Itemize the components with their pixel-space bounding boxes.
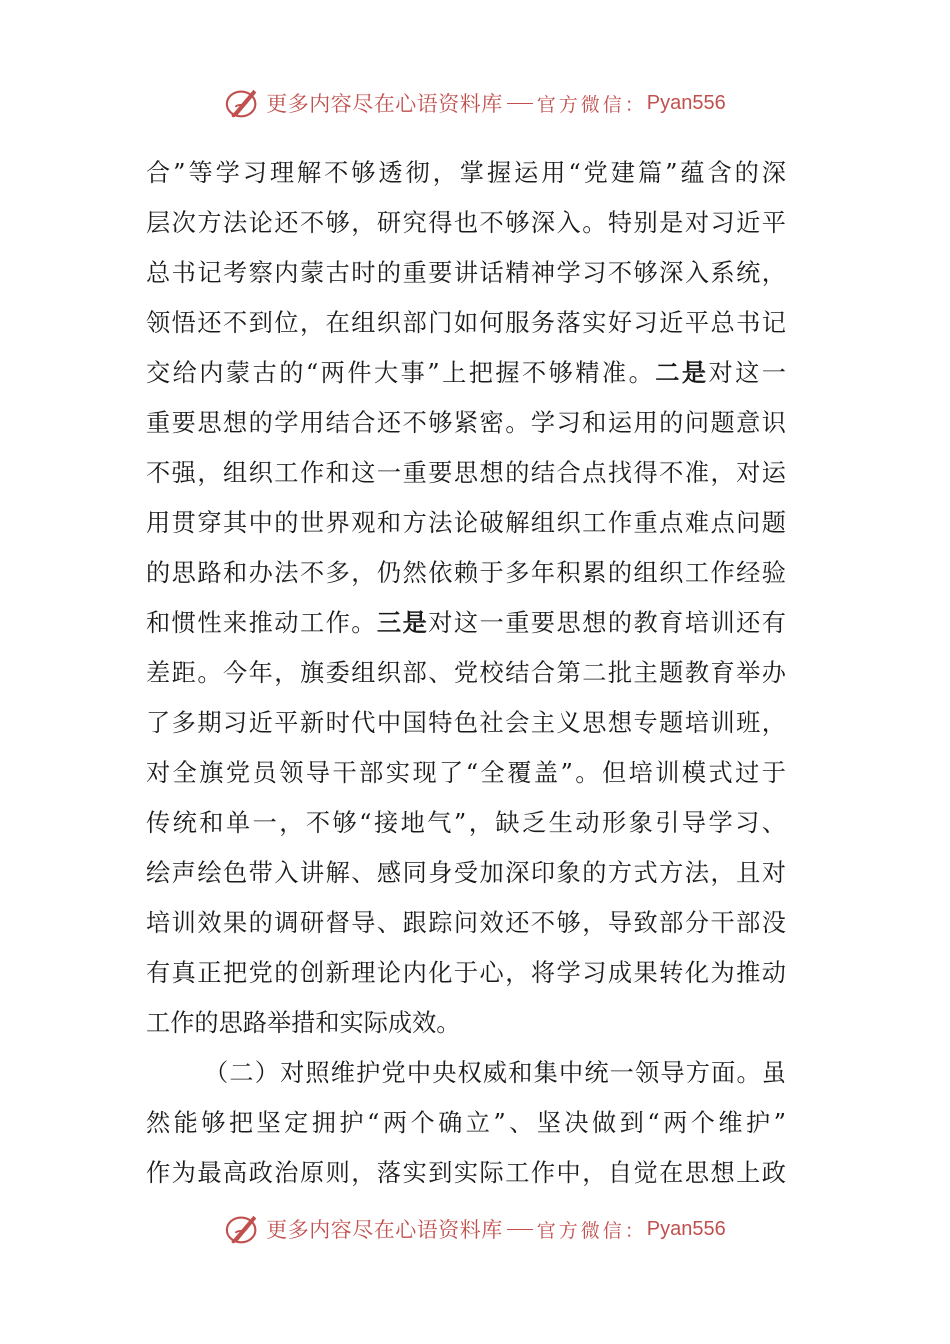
watermark-text: 更多内容尽在心语资料库 [266, 1218, 503, 1242]
quill-logo-icon [224, 84, 262, 122]
bold-marker: 三是 [376, 608, 429, 637]
text-line: （二）对照维护党中央权威和集中统一领导方面。虽 [204, 1059, 788, 1087]
text-line: 层次方法论还不够，研究得也不够深入。特别是对习近平 [146, 209, 788, 237]
watermark-text: 更多内容尽在心语资料库 [266, 92, 503, 116]
watermark-dash [507, 103, 533, 104]
text-line [146, 348, 789, 398]
bold-marker: 二是 [655, 358, 709, 387]
text-line: 绘声绘色带入讲解、感同身受加深印象的方式方法，且对 [146, 859, 788, 887]
line-part: 和惯性来推动工作。三是对这一重要思想的教育培训还有 [146, 608, 788, 637]
text-line: 培训效果的调研督导、跟踪问效还不够，导致部分干部没 [146, 909, 788, 937]
watermark-banner-top [0, 83, 950, 123]
watermark-id: Pyan556 [646, 1217, 726, 1240]
text-line: 工作的思路举措和实际成效。 [146, 1009, 461, 1037]
text-line: 有真正把党的创新理论内化于心，将学习成果转化为推动 [146, 959, 788, 987]
text-line: 对全旗党员领导干部实现了“全覆盖”。但培训模式过于 [146, 759, 789, 787]
text-line: 重要思想的学用结合还不够紧密。学习和运用的问题意识 [146, 409, 788, 437]
quill-logo-icon [224, 1210, 262, 1248]
watermark-dash [507, 1229, 533, 1230]
text-line: 合”等学习理解不够透彻，掌握运用“党建篇”蕴含的深 [146, 159, 789, 187]
text-line: 差距。今年，旗委组织部、党校结合第二批主题教育举办 [146, 659, 788, 687]
watermark-banner-bottom [0, 1209, 950, 1249]
text-line: 不强，组织工作和这一重要思想的结合点找得不准，对运 [146, 459, 788, 487]
line-part: 交给内蒙古的“两件大事”上把握不够精准。二是对这一 [146, 358, 789, 387]
text-line: 领悟还不到位，在组织部门如何服务落实好习近平总书记 [146, 309, 788, 337]
text-line: 了多期习近平新时代中国特色社会主义思想专题培训班， [146, 709, 788, 737]
watermark-suffix: 官方微信： [536, 1219, 647, 1242]
text-line: 作为最高政治原则，落实到实际工作中，自觉在思想上政 [146, 1159, 788, 1187]
text-line: 传统和单一，不够“接地气”，缺乏生动形象引导学习、 [146, 809, 789, 837]
watermark-suffix: 官方微信： [536, 93, 647, 116]
text-line: 用贯穿其中的世界观和方法论破解组织工作重点难点问题 [146, 509, 788, 537]
text-line: 然能够把坚定拥护“两个确立”、坚决做到“两个维护” [146, 1109, 790, 1137]
text-line: 的思路和办法不多，仍然依赖于多年积累的组织工作经验 [146, 559, 788, 587]
text-line [146, 598, 786, 648]
document-body [146, 148, 790, 1198]
watermark-id: Pyan556 [646, 91, 726, 114]
text-line: 总书记考察内蒙古时的重要讲话精神学习不够深入系统， [146, 259, 788, 287]
